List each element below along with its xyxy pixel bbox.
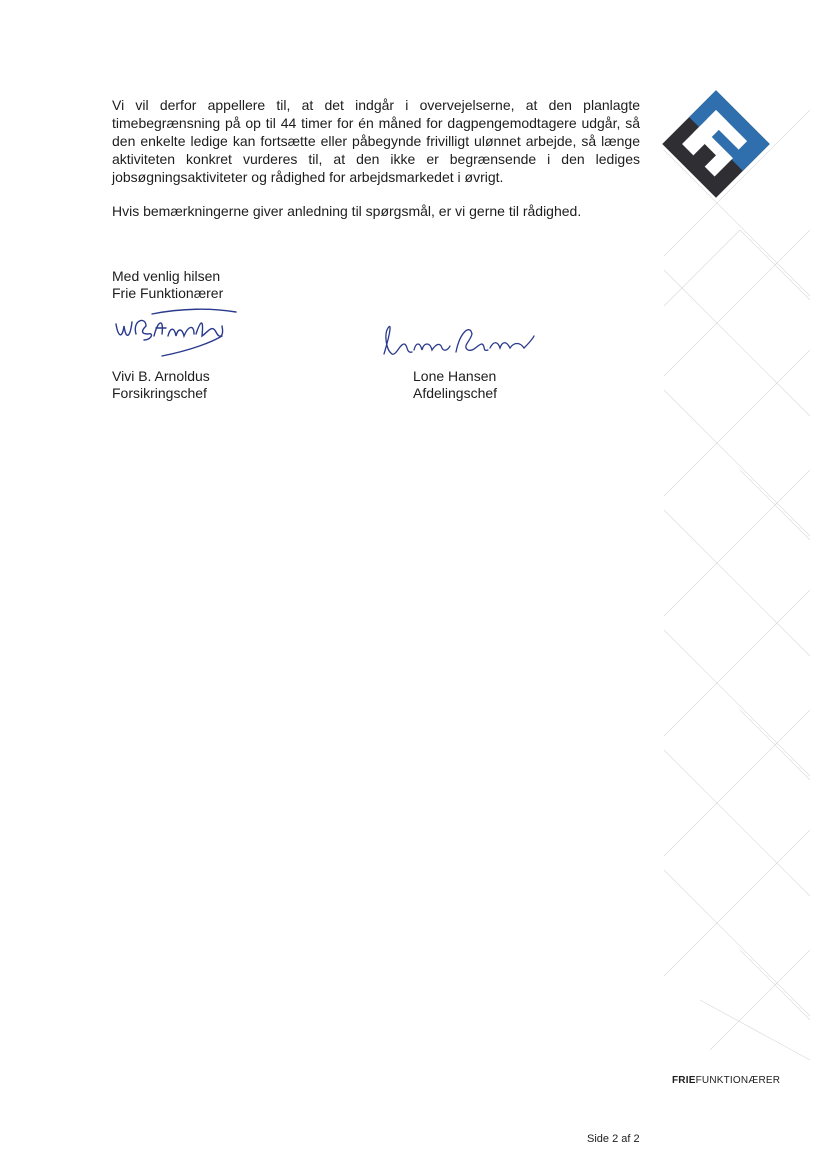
closing-organization: Frie Funktionærer [112, 285, 224, 301]
signature-vivi-arnoldus [112, 306, 242, 364]
signatory-2 [413, 368, 497, 402]
signatory-1-name: Vivi B. Arnoldus [112, 368, 210, 384]
body-paragraph-contact: Hvis bemærkningerne giver anledning til spørgsmål, er vi gerne til rådighed. [112, 203, 582, 219]
ff-logo-icon [660, 88, 772, 200]
footer-brand-bold: FRIE [672, 1075, 696, 1086]
body-paragraph-appeal: Vi vil derfor appellere til, at det indgår i overvejelserne, at den planlagte timebegrænsning på op til 44 timer for én måned for dagpengemodtagere udgår, så den enkelte ledige kan fortsætte eller påbegynde frivilligt ulønnet arbejde, så længe aktiviteten konkret vurderes til, at den ikke er begrænsende i den lediges jobsøgningsaktiviteter og rådighed for arbejdsmarkedet i øvrigt. [112, 97, 640, 185]
letter-body [112, 96, 640, 236]
signatory-2-name: Lone Hansen [413, 368, 497, 384]
footer-brand [672, 1075, 780, 1086]
closing-greeting: Med venlig hilsen [112, 268, 221, 284]
footer-brand-regular: FUNKTIONÆRER [695, 1075, 781, 1086]
signatory-1 [112, 368, 210, 402]
page-number: Side 2 af 2 [587, 1133, 640, 1145]
signatory-2-title: Afdelingschef [413, 385, 498, 401]
signatory-1-title: Forsikringschef [112, 385, 207, 401]
closing-block [112, 268, 223, 302]
signature-lone-hansen [378, 314, 538, 364]
